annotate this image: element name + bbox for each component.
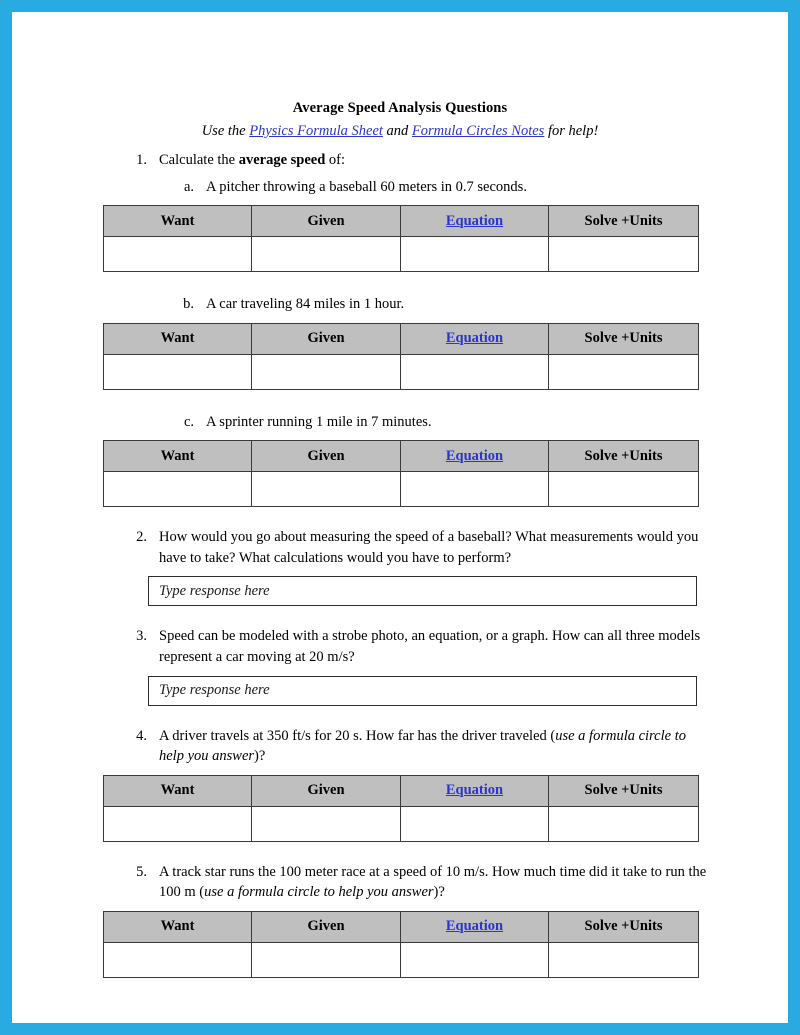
- question-5-hint: use a formula circle to help you answer: [204, 884, 434, 901]
- header-solve-units: Solve +Units: [549, 441, 699, 472]
- cell-solve-units[interactable]: [549, 806, 699, 841]
- want-given-table-1c: [103, 440, 699, 507]
- table-header-row: [104, 441, 699, 472]
- response-placeholder-q3: Type response here: [159, 682, 270, 699]
- header-want: Want: [104, 323, 252, 354]
- table-row: [104, 354, 699, 389]
- cell-want[interactable]: [104, 237, 252, 272]
- question-4-text: [159, 726, 710, 767]
- question-1-emphasis: average speed: [238, 152, 326, 168]
- question-5: [125, 862, 710, 903]
- question-3: [125, 626, 710, 667]
- subtitle-mid-text: and: [382, 123, 412, 139]
- cell-want[interactable]: [104, 354, 252, 389]
- want-given-table-q5: [103, 911, 699, 978]
- header-given: Given: [252, 206, 401, 237]
- question-5-lead: A track star runs the 100 meter race at a speed of 10 m/s. How much time did it take to run the 100 m (: [159, 863, 707, 901]
- cell-equation[interactable]: [401, 354, 549, 389]
- header-want: Want: [104, 206, 252, 237]
- header-solve-units: Solve +Units: [549, 323, 699, 354]
- question-2-text: How would you go about measuring the speed of a baseball? What measurements would you have to take? What calculations would you have to perform?: [159, 529, 699, 566]
- equation-link[interactable]: Equation: [445, 330, 504, 347]
- cell-solve-units[interactable]: [549, 354, 699, 389]
- question-5-tail: )?: [433, 884, 445, 901]
- response-box-q2[interactable]: [148, 576, 697, 606]
- formula-circles-notes-link[interactable]: Formula Circles Notes: [411, 123, 545, 139]
- header-given: Given: [252, 911, 401, 942]
- question-1b-marker: b.: [183, 296, 194, 313]
- header-solve-units: Solve +Units: [549, 911, 699, 942]
- table-header-row: [104, 775, 699, 806]
- question-1a-text: A pitcher throwing a baseball 60 meters in 0.7 seconds.: [206, 178, 527, 195]
- cell-given[interactable]: [252, 472, 401, 507]
- header-want: Want: [104, 775, 252, 806]
- question-4-hint: use a formula circle to help you answer: [159, 727, 686, 765]
- question-4: [125, 726, 710, 767]
- document-content: [12, 12, 788, 978]
- subtitle-tail-text: for help!: [544, 123, 599, 139]
- header-given: Given: [252, 775, 401, 806]
- question-2-number: 2.: [136, 529, 147, 546]
- question-2: [125, 527, 710, 568]
- worksheet-page: [12, 12, 788, 1023]
- want-given-table-1b: [103, 323, 699, 390]
- header-want: Want: [104, 911, 252, 942]
- cell-equation[interactable]: [401, 942, 549, 977]
- question-1c-text: A sprinter running 1 mile in 7 minutes.: [206, 413, 432, 430]
- cell-given[interactable]: [252, 806, 401, 841]
- question-3-number: 3.: [136, 628, 147, 645]
- question-4-lead: A driver travels at 350 ft/s for 20 s. How far has the driver traveled (: [159, 727, 556, 744]
- page-title: Average Speed Analysis Questions: [292, 100, 508, 116]
- table-row: [104, 237, 699, 272]
- response-box-q3[interactable]: [148, 676, 697, 706]
- table-header-row: [104, 911, 699, 942]
- table-row: [104, 942, 699, 977]
- cell-want[interactable]: [104, 806, 252, 841]
- table-row: [104, 472, 699, 507]
- question-3-text: Speed can be modeled with a strobe photo, an equation, or a graph. How can all three models represent a car moving at 20 m/s?: [159, 628, 701, 666]
- header-given: Given: [252, 441, 401, 472]
- header-equation: [401, 323, 549, 354]
- question-1b-text: A car traveling 84 miles in 1 hour.: [206, 296, 405, 313]
- question-1c-marker: c.: [183, 413, 194, 430]
- question-1c: [172, 412, 710, 433]
- cell-solve-units[interactable]: [549, 472, 699, 507]
- table-header-row: [104, 206, 699, 237]
- cell-equation[interactable]: [401, 472, 549, 507]
- question-1b: [172, 294, 710, 315]
- header-equation: [401, 911, 549, 942]
- cell-want[interactable]: [104, 472, 252, 507]
- cell-given[interactable]: [252, 942, 401, 977]
- cell-equation[interactable]: [401, 806, 549, 841]
- equation-link[interactable]: Equation: [445, 212, 504, 229]
- question-4-number: 4.: [136, 727, 147, 744]
- cell-want[interactable]: [104, 942, 252, 977]
- question-1-lead: Calculate the: [159, 152, 239, 168]
- question-1a: [172, 177, 710, 198]
- cell-given[interactable]: [252, 237, 401, 272]
- cell-equation[interactable]: [401, 237, 549, 272]
- header-given: Given: [252, 323, 401, 354]
- question-1-number: 1.: [136, 152, 147, 168]
- question-1: [125, 150, 710, 171]
- want-given-table-q4: [103, 775, 699, 842]
- question-4-tail: )?: [254, 748, 266, 765]
- header-equation: [401, 441, 549, 472]
- question-1a-marker: a.: [183, 178, 194, 195]
- header-solve-units: Solve +Units: [549, 206, 699, 237]
- question-1-tail: of:: [325, 152, 346, 168]
- table-row: [104, 806, 699, 841]
- question-1-text: [159, 150, 710, 171]
- equation-link[interactable]: Equation: [445, 447, 504, 464]
- question-5-text: [159, 862, 710, 903]
- question-5-number: 5.: [136, 863, 147, 880]
- header-equation: [401, 206, 549, 237]
- cell-solve-units[interactable]: [549, 942, 699, 977]
- physics-formula-sheet-link[interactable]: Physics Formula Sheet: [249, 123, 383, 139]
- equation-link[interactable]: Equation: [445, 782, 504, 799]
- table-header-row: [104, 323, 699, 354]
- header-want: Want: [104, 441, 252, 472]
- header-equation: [401, 775, 549, 806]
- header-solve-units: Solve +Units: [549, 775, 699, 806]
- cell-solve-units[interactable]: [549, 237, 699, 272]
- cell-given[interactable]: [252, 354, 401, 389]
- equation-link[interactable]: Equation: [445, 918, 504, 935]
- want-given-table-1a: [103, 205, 699, 272]
- document-subtitle: [12, 117, 788, 140]
- response-placeholder-q2: Type response here: [159, 582, 270, 599]
- subtitle-lead-text: Use the: [201, 123, 250, 139]
